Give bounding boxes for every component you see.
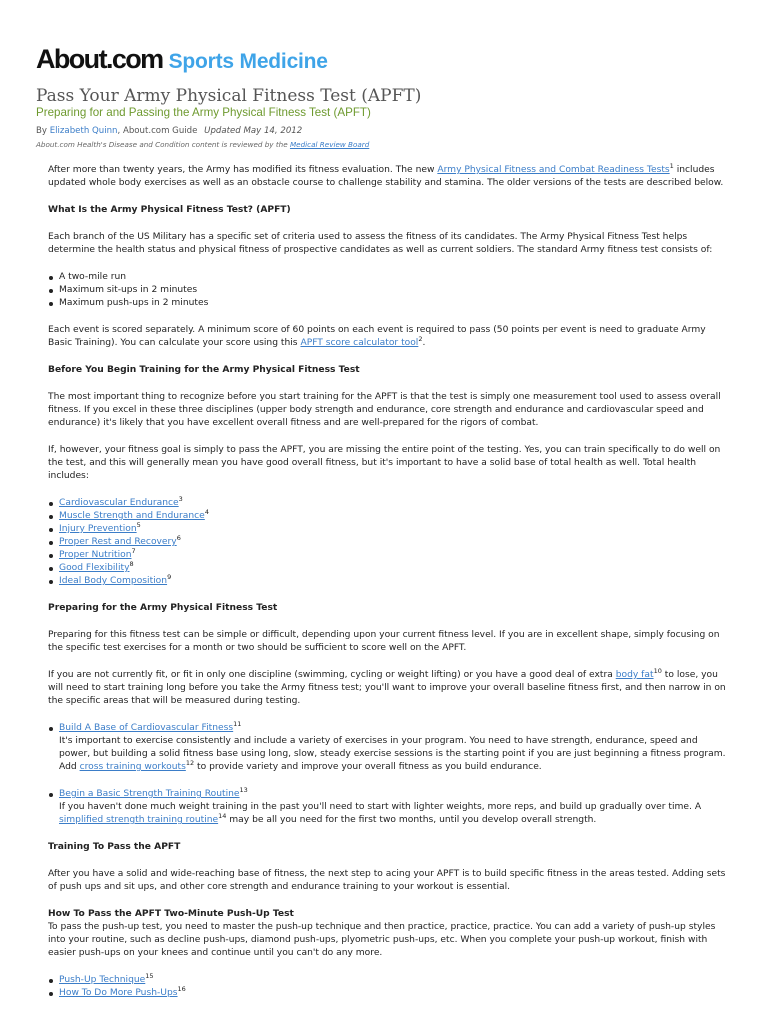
scoring-text: Each event is scored separately. A minimum score of 60 points on each event is required to pass (50 points per event is need to graduate Army Basic Training). You can calculate your score using this <box>48 325 706 348</box>
preparing-paragraph-1: Preparing for this fitness test can be simple or difficult, depending upon your current fitness level. If you are in excellent shape, simply focusing on the specific test exercises for a month or two should be sufficient to score well on the APFT. <box>48 630 720 653</box>
author-link[interactable]: Elizabeth Quinn <box>49 126 118 136</box>
intro-text-end: includes updated whole body exercises as well as an obstacle course to challenge stability and stamina. The older versions of the tests are described below. <box>48 165 724 188</box>
footnote-ref: 11 <box>233 720 242 728</box>
review-note <box>36 140 369 149</box>
footnote-ref: 12 <box>185 759 195 767</box>
footnote-ref: 5 <box>136 521 141 529</box>
heading-pushup-test: How To Pass the APFT Two-Minute Push-Up Test <box>48 909 294 919</box>
list-item: Maximum sit-ups in 2 minutes <box>59 284 728 297</box>
muscle-strength-link[interactable]: Muscle Strength and Endurance <box>59 511 205 521</box>
heading-preparing: Preparing for the Army Physical Fitness Test <box>48 603 278 613</box>
list-item <box>59 497 728 510</box>
footnote-ref: 9 <box>167 573 172 581</box>
author-role: , About.com Guide <box>117 126 198 136</box>
footnote-ref: 16 <box>177 985 186 993</box>
footnote-ref: 8 <box>129 560 134 568</box>
body-fat-link[interactable]: body fat <box>615 670 654 680</box>
intro-text: After more than twenty years, the Army has modified its fitness evaluation. The new <box>48 165 435 175</box>
updated-date: Updated May 14, 2012 <box>204 126 303 136</box>
heading-before-training: Before You Begin Training for the Army Physical Fitness Test <box>48 365 360 375</box>
cardiovascular-endurance-link[interactable]: Cardiovascular Endurance <box>59 498 179 508</box>
list-item <box>59 974 728 987</box>
list-item <box>59 510 728 523</box>
preparing-text: If you are not currently fit, or fit in only one discipline (swimming, cycling or weight lifting) or you have a good deal of extra <box>48 670 613 680</box>
site-name: About.com <box>36 44 163 74</box>
scoring-paragraph <box>48 324 728 350</box>
intro-paragraph <box>48 164 728 190</box>
simplified-strength-link[interactable]: simplified strength training routine <box>59 815 219 825</box>
page-subtitle: Preparing for and Passing the Army Physical Fitness Test (APFT) <box>36 106 371 119</box>
footnote-ref: 2 <box>418 335 423 343</box>
more-pushups-link[interactable]: How To Do More Push-Ups <box>59 988 178 998</box>
injury-prevention-link[interactable]: Injury Prevention <box>59 524 137 534</box>
list-item <box>59 788 728 827</box>
combat-readiness-tests-link[interactable]: Army Physical Fitness and Combat Readiness Tests <box>437 165 670 175</box>
pushup-technique-link[interactable]: Push-Up Technique <box>59 975 146 985</box>
body-composition-link[interactable]: Ideal Body Composition <box>59 576 168 586</box>
strength-text-end: may be all you need for the first two months, until you develop overall strength. <box>229 815 597 825</box>
footnote-ref: 6 <box>176 534 181 542</box>
proper-nutrition-link[interactable]: Proper Nutrition <box>59 550 132 560</box>
list-item <box>59 987 728 1000</box>
test-events-list <box>48 271 728 310</box>
page-title: Pass Your Army Physical Fitness Test (APFT) <box>36 86 422 106</box>
article-body <box>48 164 728 1014</box>
heading-what-is-apft: What Is the Army Physical Fitness Test? (APFT) <box>48 205 291 215</box>
preparing-text-end: to lose, you will need to start training long before you take the Army fitness test; you'll want to improve your overall baseline fitness first, and then narrow in on the specific areas that will be measured during testing. <box>48 670 726 706</box>
footnote-ref: 3 <box>178 495 183 503</box>
footnote-ref: 13 <box>239 786 248 794</box>
by-label: By <box>36 126 47 136</box>
footnote-ref: 1 <box>669 162 674 170</box>
rest-recovery-link[interactable]: Proper Rest and Recovery <box>59 537 177 547</box>
list-item <box>59 549 728 562</box>
strength-text: If you haven't done much weight training in the past you'll need to start with lighter weights, more reps, and build up gradually over time. A <box>59 802 702 812</box>
review-note-text: About.com Health's Disease and Condition content is reviewed by the <box>36 140 288 149</box>
preparing-steps-list <box>48 722 728 827</box>
list-item <box>59 575 728 588</box>
cardio-text-end: to provide variety and improve your overall fitness as you build endurance. <box>197 762 542 772</box>
footnote-ref: 10 <box>653 667 662 675</box>
what-paragraph: Each branch of the US Military has a specific set of criteria used to assess the fitness of its candidates. The Army Physical Fitness Test helps determine the health status and physical fitness of prospective candidates as well as current soldiers. The standard Army fitness test consists of: <box>48 232 713 255</box>
footnote-ref: 7 <box>131 547 136 555</box>
byline <box>36 126 302 136</box>
strength-routine-link[interactable]: Begin a Basic Strength Training Routine <box>59 789 240 799</box>
footnote-ref: 15 <box>145 972 154 980</box>
list-item: Maximum push-ups in 2 minutes <box>59 297 728 310</box>
medical-review-board-link[interactable]: Medical Review Board <box>289 140 370 149</box>
preparing-paragraph-2 <box>48 669 728 708</box>
cross-training-link[interactable]: cross training workouts <box>79 762 186 772</box>
pushup-links-list <box>48 974 728 1000</box>
list-item: A two-mile run <box>59 271 728 284</box>
site-logo[interactable] <box>36 44 328 72</box>
good-flexibility-link[interactable]: Good Flexibility <box>59 563 130 573</box>
list-item <box>59 536 728 549</box>
pushup-paragraph: To pass the push-up test, you need to master the push-up technique and then practice, practice, practice. You can add a variety of push-up styles into your routine, such as decline push-ups, diamond push-ups, plyometric push-ups, etc. When you complete your push-up workout, finish with easier push-ups on your knees and continue until you can't do any more. <box>48 922 716 958</box>
before-paragraph-1: The most important thing to recognize before you start training for the APFT is that the test is simply one measurement tool used to assess overall fitness. If you excel in these three disciplines (upper body strength and endurance, core strength and endurance and cardiovascular speed and endurance) it's likely that you have excellent overall fitness and are well-prepared for the rigors of combat. <box>48 392 721 428</box>
cardio-text: It's important to exercise consistently and include a variety of exercises in your program. You need to have strength, endurance, speed and power, but building a solid fitness base using long, slow, steady exercise sessions is the starting point if you are just beginning a fitness program. Add <box>59 736 726 772</box>
cardio-base-link[interactable]: Build A Base of Cardiovascular Fitness <box>59 723 234 733</box>
list-item <box>59 722 728 774</box>
before-paragraph-2: If, however, your fitness goal is simply to pass the APFT, you are missing the entire point of the testing. Yes, you can train specifically to do well on the test, and this will generally mean you have good overall fitness, but it's important to have a solid base of total health as well. Total health includes: <box>48 445 721 481</box>
footnote-ref: 14 <box>218 812 227 820</box>
total-health-list <box>48 497 728 588</box>
footnote-ref: 4 <box>204 508 209 516</box>
section-name: Sports Medicine <box>168 50 328 73</box>
scoring-text-end: . <box>422 338 426 348</box>
training-paragraph: After you have a solid and wide-reaching base of fitness, the next step to acing your APFT is to build specific fitness in the areas tested. Adding sets of push ups and sit ups, and other core strength and endurance training to your workout is essential. <box>48 869 726 892</box>
heading-training: Training To Pass the APFT <box>48 842 181 852</box>
list-item <box>59 562 728 575</box>
list-item <box>59 523 728 536</box>
apft-calculator-link[interactable]: APFT score calculator tool <box>300 338 419 348</box>
